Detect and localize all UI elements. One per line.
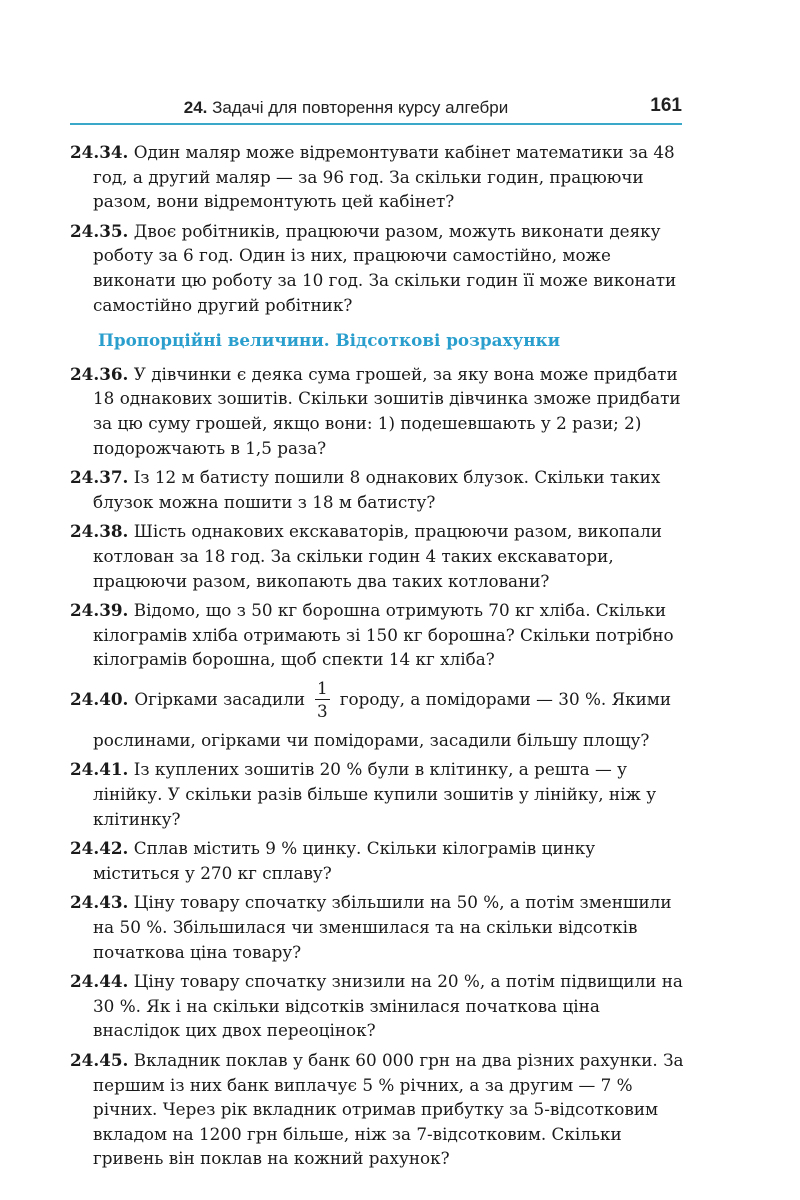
chapter-title: Задачі для повторення курсу алгебри [212, 98, 509, 117]
problem-24-39 [70, 598, 684, 672]
problem-number: 24.39. [70, 600, 129, 621]
problem-24-37 [70, 465, 684, 514]
problem-text: Ціну товару спочатку знизили на 20 %, а потім підвищили на 30 %. Як і на скільки відсотків змінилася початкова ціна внаслідок цих двох переоцінок? [93, 971, 683, 1041]
problem-24-40 [70, 677, 684, 753]
page-number: 161 [650, 95, 682, 116]
problem-number: 24.43. [70, 892, 129, 913]
problem-number: 24.36. [70, 363, 129, 384]
problem-number: 24.35. [70, 220, 129, 241]
fraction [315, 677, 330, 722]
problem-text: Ціну товару спочатку збільшили на 50 %, а потім зменшили на 50 %. Збільшилася чи зменшилася та на скільки відсотків початкова ціна товару? [93, 892, 672, 962]
page-header [70, 92, 682, 124]
chapter-heading [70, 98, 622, 118]
problem-text: Відомо, що з 50 кг борошна отримують 70 кг хліба. Скільки кілограмів хліба отримають зі 150 кг борошна? Скільки потрібно кілограмів борошна, щоб спекти 14 кг хліба? [93, 600, 674, 670]
problem-24-42 [70, 836, 684, 885]
problem-24-44 [70, 969, 684, 1043]
problem-text-cont: рослинами, огірками чи помідорами, засадили більшу площу? [93, 729, 650, 750]
problem-number: 24.34. [70, 142, 129, 162]
problem-24-45 [70, 1048, 684, 1171]
problem-number: 24.45. [70, 1050, 129, 1070]
fraction-numerator: 1 [317, 677, 328, 698]
problem-24-36 [70, 362, 684, 460]
problem-text: Із 12 м батисту пошили 8 однакових блузок. Скільки таких блузок можна пошити з 18 м батисту? [93, 467, 661, 512]
section-title: Пропорційні величини. Відсоткові розрахунки [98, 330, 561, 351]
fraction-denominator: 3 [317, 700, 328, 721]
problem-number: 24.40. [70, 689, 129, 710]
problem-text: Із куплених зошитів 20 % були в клітинку, а решта — у лінійку. У скільки разів більше купили зошитів у лінійку, ніж у клітинку? [93, 759, 657, 829]
problem-number: 24.42. [70, 838, 129, 859]
chapter-number: 24. [183, 98, 208, 117]
problem-list [70, 140, 684, 1176]
problem-text: Вкладник поклав у банк 60 000 грн на два різних рахунки. За першим із них банк виплачує 5 % річних, а за другим — 7 % річних. Через рік вкладник отримав прибутку за 5-відсотковим вкладом на 1200 грн більше, ніж за 7-відсотковим. Скільки гривень він поклав на кожний рахунок? [93, 1050, 684, 1169]
problem-text: У дівчинки є деяка сума грошей, за яку вона може придбати 18 однакових зошитів. Скільки зошитів дівчинка зможе придбати за цю суму грошей, якщо вони: 1) подешевшають у 2 рази; 2) подорожчають в 1,5 раза? [93, 363, 681, 458]
header-divider [70, 123, 682, 125]
problem-text-before: Огірками засадили [134, 689, 306, 710]
problem-text: Шість однакових екскаваторів, працюючи разом, викопали котлован за 18 год. За скільки годин 4 таких екскаватори, працюючи разом, викопають два таких котловани? [93, 521, 662, 591]
problem-24-41 [70, 757, 684, 831]
problem-24-34 [70, 140, 684, 214]
problem-text: Один маляр може відремонтувати кабінет математики за 48 год, а другий маляр — за 96 год. За скільки годин, працюючи разом, вони відремонтують цей кабінет? [93, 142, 675, 212]
problem-text-after: городу, а помідорами — 30 %. Якими [339, 689, 672, 710]
problem-number: 24.38. [70, 521, 129, 542]
problem-number: 24.44. [70, 971, 129, 992]
problem-24-43 [70, 890, 684, 964]
problem-number: 24.37. [70, 467, 129, 488]
problem-text: Двоє робітників, працюючи разом, можуть виконати деяку роботу за 6 год. Один із них, працюючи самостійно, може виконати цю роботу за 10 год. За скільки годин її може виконати самостійно другий робітник? [93, 220, 677, 315]
problem-number: 24.41. [70, 759, 129, 780]
problem-24-35 [70, 219, 684, 317]
problem-24-38 [70, 519, 684, 593]
problem-text: Сплав містить 9 % цинку. Скільки кілограмів цинку міститься у 270 кг сплаву? [93, 838, 596, 883]
